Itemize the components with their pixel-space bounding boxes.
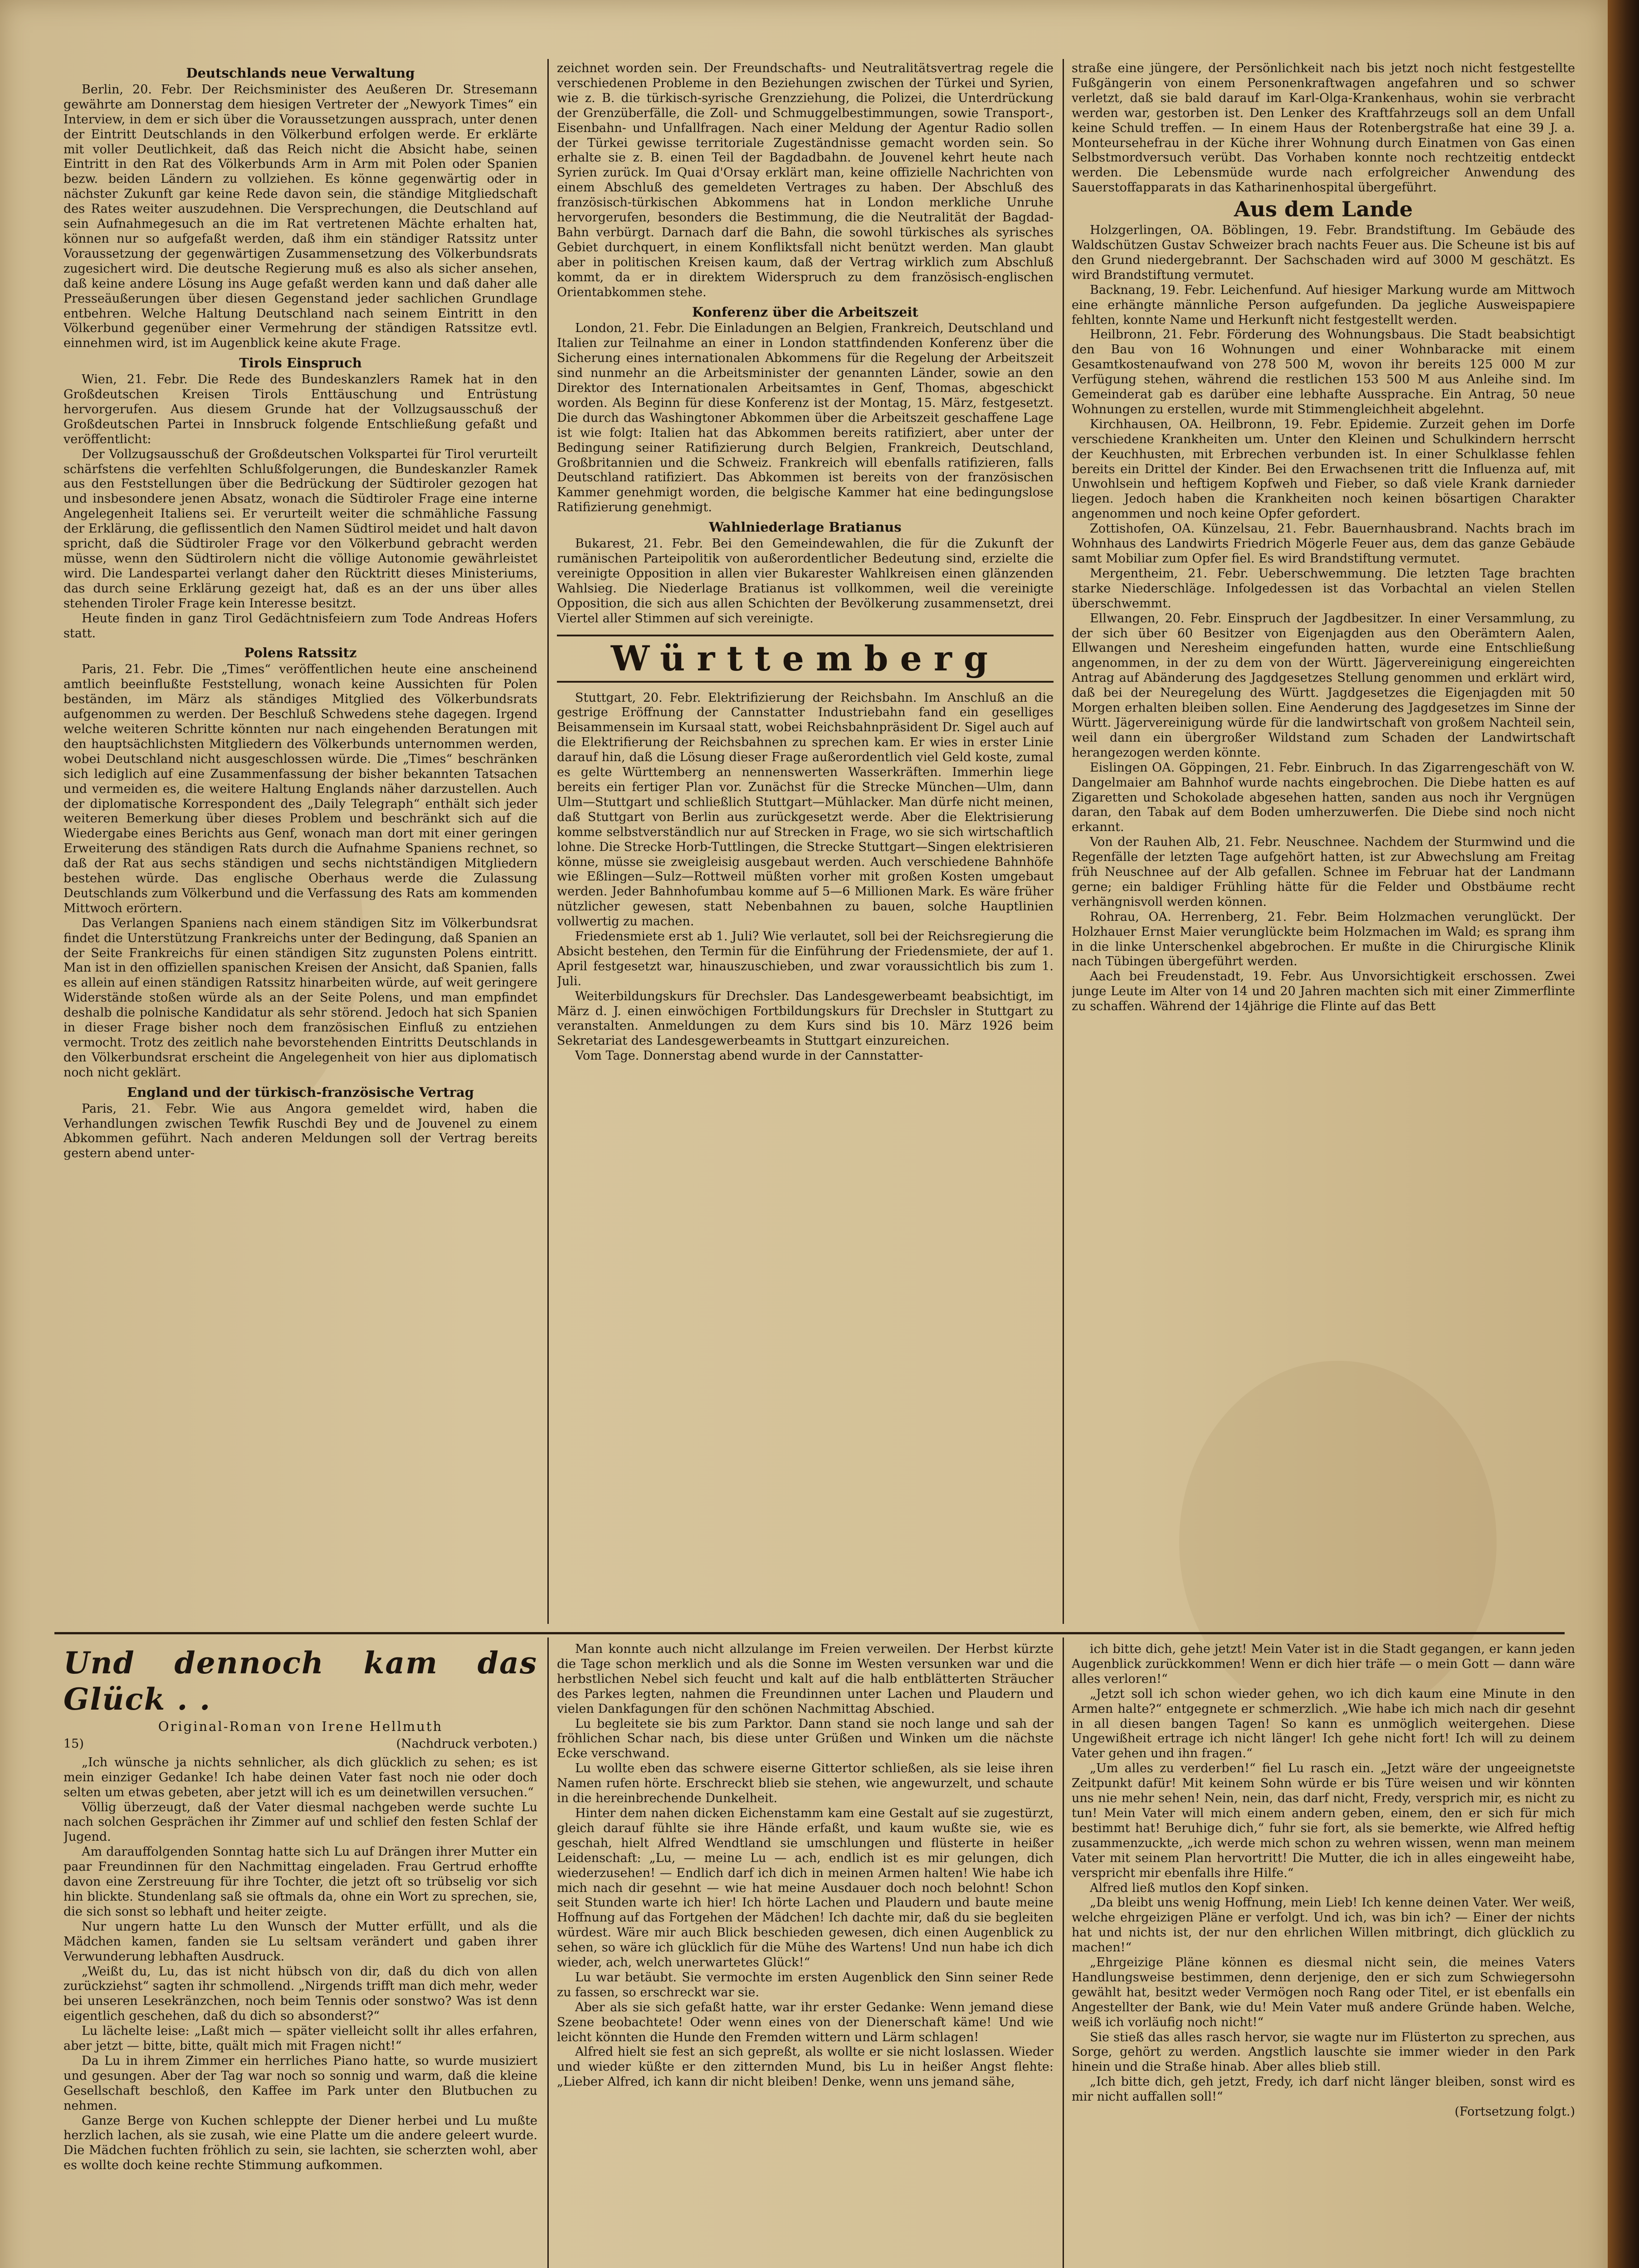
- novel-paragraph: Man konnte auch nicht allzulange im Freien verweilen. Der Herbst kürzte die Tage schon merklich und als die Sonne im Westen versunken war und die herbstlichen Nebel sich feucht und kalt auf die halb entblätterten Sträucher des Parkes legten, nahmen die Freundinnen unter Lachen und Plaudern und vielen Dankfagungen für den schönen Nachmittag Abschied.: [557, 1642, 1054, 1716]
- article-headline: Polens Ratssitz: [244, 645, 357, 661]
- article-paragraph: Weiterbildungskurs für Drechsler. Das Landesgewerbeamt beabsichtigt, im März d. J. einen einwöchigen Fortbildungskurs für Drechsler in Stuttgart zu veranstalten. Anmeldungen zu dem Kurs sind bis 10. März 1926 beim Sekretariat des Landesgewerbeamts in Stuttgart einzureichen.: [557, 989, 1054, 1048]
- novel-paragraph: „Jetzt soll ich schon wieder gehen, wo ich dich kaum eine Minute in den Armen halte?“ entgegnete er schmerzlich. „Wie habe ich mich nach dir gesehnt in all diesen bangen Tagen! So kann es unmöglich weitergehen. Diese Ungewißheit ertrage ich nicht länger! Ich gehe nicht fort! Ich will zu deinem Vater gehen und ihn fragen.“: [1072, 1686, 1575, 1761]
- article-paragraph: Das Verlangen Spaniens nach einem ständigen Sitz im Völkerbundsrat findet die Unterstützung Frankreichs unter der Bedingung, daß Spanien an der Seite Frankreichs für einen ständigen Sitz zugunsten Polens eintritt. Man ist in den offiziellen spanischen Kreisen der Ansicht, daß Spanien, falls es allein auf einen ständigen Ratssitz hinarbeiten würde, auf weit geringere Widerstände stoßen würde als an der Seite Polens, und man empfindet deshalb die polnische Kandidatur als sehr störend. Jedoch hat sich Spanien in dieser Frage bisher noch dem französischen Einfluß zu entziehen vermocht. Trotz des zeitlich nahe bevorstehenden Eintritts Deutschlands in den Völkerbundsrat erscheint die Angelegenheit von hier aus diplomatisch noch nicht geklärt.: [63, 916, 537, 1080]
- article-paragraph: Paris, 21. Febr. Wie aus Angora gemeldet wird, haben die Verhandlungen zwischen Tewfik Ruschdi Bey und de Jouvenel zu einem Abkommen geführt. Nach anderen Meldungen soll der Vertrag bereits gestern abend unter-: [63, 1101, 537, 1161]
- feuilleton-rule: [54, 1632, 1565, 1634]
- continuation-note: (Fortsetzung folgt.): [1454, 2105, 1575, 2119]
- article-paragraph: Aach bei Freudenstadt, 19. Febr. Aus Unvorsichtigkeit erschossen. Zwei junge Leute im Alter von 14 und 20 Jahren machten sich mit einer Zimmerflinte zu schaffen. Während der 14jährige die Flinte auf das Bett: [1072, 969, 1575, 1014]
- article-paragraph: Friedensmiete erst ab 1. Juli? Wie verlautet, soll bei der Reichsregierung die Absicht bestehen, den Termin für die Einführung der Friedensmiete, der auf 1. April festgesetzt war, hinauszuschieben, und zwar voraussichtlich bis zum 1. Juli.: [557, 929, 1054, 988]
- news-column-1: [63, 61, 537, 1628]
- article-paragraph: Wien, 21. Febr. Die Rede des Bundeskanzlers Ramek hat in den Großdeutschen Kreisen Tirols Enttäuschung und Entrüstung hervorgerufen. Aus diesem Grunde hat der Vollzugsausschuß der Großdeutschen Partei in Innsbruck folgende Entschließung gefaßt und veröffentlicht:: [63, 372, 537, 446]
- novel-text-2: [557, 1642, 1054, 2268]
- article-paragraph: London, 21. Febr. Die Einladungen an Belgien, Frankreich, Deutschland und Italien zur Teilnahme an einer in London stattfindenden Konferenz über die Sicherung eines internationalen Abkommens für die Regelung der Arbeitszeit sind nunmehr an die Arbeitsminister der genannten Länder, sowie an den Direktor des Internationalen Arbeitsamtes in Genf, Thomas, abgeschickt worden. Als Beginn für diese Konferenz ist der Montag, 15. März, festgesetzt. Die durch das Washingtoner Abkommen über die Arbeitszeit geschaffene Lage ist wie folgt: Italien hat das Abkommen bereits ratifiziert, aber unter der Bedingung seiner Ratifizierung durch Belgien, Frankreich, Deutschland, Großbritannien und die Schweiz. Frankreich will ebenfalls ratifizieren, falls Deutschland ratifiziert. Das Abkommen ist bereits von der französischen Kammer genehmigt worden, die belgische Kammer hat eine bedingungslose Ratifizierung genehmigt.: [557, 321, 1054, 515]
- article-paragraph: Berlin, 20. Febr. Der Reichsminister des Aeußeren Dr. Stresemann gewährte am Donnerstag dem hiesigen Vertreter der „Newyork Times“ ein Interview, in dem er sich über die Voraussetzungen aussprach, unter denen der Eintritt Deutschlands in den Völkerbund erfolgen werde. Er erklärte mit voller Deutlichkeit, daß das Reich nicht die Absicht habe, seinen Eintritt in den Rat des Völkerbunds Arm in Arm mit Polen oder Spanien bezw. beiden Ländern zu vollziehen. Es könne gegenwärtig oder in nächster Zukunft gar keine Rede davon sein, die ständige Mitgliedschaft des Rates weiter auszudehnen. Die Versprechungen, die Deutschland auf sein Aufnahmegesuch an die im Rat vertretenen Mächte erhalten hat, können nur so aufgefaßt werden, daß ihm ein ständiger Ratssitz unter Voraussetzung der gegenwärtigen Zusammensetzung des Völkerbundsrats zugesichert wird. Die deutsche Regierung muß es also als sicher ansehen, daß keine andere Lösung ins Auge gefaßt werden kann und daß daher alle Presseäußerungen über diesen Gegenstand jeder sachlichen Grundlage entbehren. Welche Haltung Deutschland nach seinem Eintritt in den Völkerbund gegenüber einer Vermehrung der ständigen Ratssitze evtl. einnehmen wird, ist im Augenblick keine akute Frage.: [63, 82, 537, 351]
- article-paragraph: Der Vollzugsausschuß der Großdeutschen Volkspartei für Tirol verurteilt schärfstens die verfehlten Schlußfolgerungen, die Bundeskanzler Ramek aus den Feststellungen über die Bedrückung der Südtiroler gezogen hat und insbesondere jenen Absatz, wonach die Südtiroler Frage eine interne Angelegenheit Italiens sei. Er verurteilt weiter die schmähliche Fassung der Erklärung, die geflissentlich den Namen Südtirol meidet und halt davon spricht, daß die Südtiroler Frage vor den Völkerbund gebracht werden müsse, wenn den Südtirolern nicht die völlige Autonomie gewährleistet wird. Die Landespartei verlangt daher den Rücktritt dieses Ministeriums, das durch seine Erklärung gezeigt hat, daß es an der uns über alles stehenden Tiroler Frage kein Interesse besitzt.: [63, 447, 537, 611]
- novel-paragraph: „Um alles zu verderben!“ fiel Lu rasch ein. „Jetzt wäre der ungeeignetste Zeitpunkt dafür! Mit keinem Sohn würde er bis Türe weisen und wir könnten uns nie mehr sehen! Nein, nein, das darf nicht, Fredy, versprich mir, es nicht zu tun! Mein Vater will mich einem andern geben, einem, den er sich für mich bestimmt hat! Beruhige dich,“ fuhr sie fort, als sie bemerkte, wie Alfred heftig zusammenzuckte, „ich werde mich schon zu wehren wissen, wenn man meinem Vater mit seinem Plan hervortritt! Die Mutter, die ich in alles eingeweiht habe, verspricht mir ebenfalls ihre Hilfe.“: [1072, 1761, 1575, 1880]
- article-paragraph: Mergentheim, 21. Febr. Ueberschwemmung. Die letzten Tage brachten starke Niederschläge. Infolgedessen ist das Vorbachtal an vielen Stellen überschwemmt.: [1072, 566, 1575, 611]
- reprint-notice: (Nachdruck verboten.): [396, 1736, 537, 1751]
- article-headline: England und der türkisch-französische Vertrag: [127, 1084, 474, 1100]
- article-headline: Deutschlands neue Verwaltung: [186, 65, 415, 81]
- article-paragraph: Holzgerlingen, OA. Böblingen, 19. Febr. Brandstiftung. Im Gebäude des Waldschützen Gustav Schweizer brach nachts Feuer aus. Die Scheune ist bis auf den Grund niedergebrannt. Der Sachschaden wird auf 3000 M geschätzt. Es wird Brandstiftung vermutet.: [1072, 223, 1575, 282]
- novel-paragraph: Alfred ließ mutlos den Kopf sinken.: [1090, 1881, 1309, 1895]
- column-rule: [1063, 59, 1064, 1624]
- article-paragraph: Heute finden in ganz Tirol Gedächtnisfeiern zum Tode Andreas Hofers statt.: [63, 611, 537, 640]
- novel-paragraph: Da Lu in ihrem Zimmer ein herrliches Piano hatte, so wurde musiziert und gesungen. Aber der Tag war noch so sonnig und warm, daß die kleine Gesellschaft beschloß, den Kaffee im Park unter den Blutbuchen zu nehmen.: [63, 2053, 537, 2113]
- novel-column-1: [63, 1642, 537, 2268]
- novel-paragraph: Ganze Berge von Kuchen schleppte der Diener herbei und Lu mußte herzlich lachen, als sie zusah, wie eine Platte um die andere geleert wurde. Die Mädchen fuchten fröhlich zu sein, sie lachten, sie scherzten wohl, aber es wollte doch keine rechte Stimmung aufkommen.: [63, 2113, 537, 2173]
- installment-number: 15): [63, 1736, 84, 1751]
- article-paragraph: straße eine jüngere, der Persönlichkeit nach bis jetzt noch nicht festgestellte Fußgängerin von einem Personenkraftwagen angefahren und so schwer verletzt, daß sie bald darauf im Karl-Olga-Krankenhaus, wohin sie verbracht werden war, gestorben ist. Den Lenker des Kraftfahrzeugs soll an dem Unfall keine Schuld treffen. — In einem Haus der Rotenbergstraße hat eine 39 J. a. Monteursehefrau in der Küche ihrer Wohnung durch Einatmen von Gas einen Selbstmordversuch verübt. Das Vorhaben konnte noch rechtzeitig entdeckt werden. Die Lebensmüde wurde nach erfolgreicher Anwendung des Sauerstoffapparats in das Katharinenhospital übergeführt.: [1072, 61, 1575, 195]
- article-paragraph: Zottishofen, OA. Künzelsau, 21. Febr. Bauernhausbrand. Nachts brach im Wohnhaus des Landwirts Friedrich Mögerle Feuer aus, dem das ganze Gebäude samt Mobiliar zum Opfer fiel. Es wird Brandstiftung vermutet.: [1072, 522, 1575, 566]
- novel-title: Und dennoch kam das Glück . .: [63, 1645, 537, 1717]
- novel-paragraph: „Weißt du, Lu, das ist nicht hübsch von dir, daß du dich von allen zurückziehst“ sagten ihr schmollend. „Nirgends trifft man dich mehr, weder bei unseren Lesekränzchen, noch beim Tennis oder sonstwo? Was ist denn eigentlich geschehen, daß du dich so absonderst?“: [63, 1964, 537, 2024]
- section-title: Aus dem Lande: [1234, 197, 1413, 222]
- novel-paragraph: Lu wollte eben das schwere eiserne Gittertor schließen, als sie leise ihren Namen rufen hörte. Erschreckt blieb sie stehen, wie angewurzelt, und schaute in die hereinbrechende Dunkelheit.: [557, 1761, 1054, 1806]
- news-column-3: [1072, 61, 1575, 1628]
- novel-paragraph: „Ehrgeizige Pläne können es diesmal nicht sein, die meines Vaters Handlungsweise bestimmen, denn derjenige, den er sich zum Schwiegersohn gewählt hat, besitzt weder Vermögen noch Rang oder Titel, er ist ebenfalls ein Angestellter der Bank, wie du! Mein Vater muß andere Gründe haben. Welche, weiß ich vorläufig noch nicht!“: [1072, 1955, 1575, 2029]
- novel-meta: [63, 1737, 537, 1752]
- article-paragraph: Ellwangen, 20. Febr. Einspruch der Jagdbesitzer. In einer Versammlung, zu der sich über 60 Besitzer von Eigenjagden aus den Oberämtern Aalen, Ellwangen und Neresheim eingefunden hatten, wurde eine Entschließung angenommen, in der zu dem von der Württ. Jägervereinigung eingereichten Antrag auf Abänderung des Jagdgesetzes Stellung genommen und erklärt wird, daß bei der Neuregelung des Württ. Jagdgesetzes die Eigenjagden mit 50 Morgen erhalten bleiben sollen. Eine Aenderung des Jagdgesetzes im Sinne der Württ. Jägervereinigung würde für die landwirtschaft von großem Nachteil sein, weil dann ein übergroßer Wildstand zum Schaden der Landwirtschaft herangezogen werden könnte.: [1072, 611, 1575, 760]
- novel-text-3: [1072, 1642, 1575, 2105]
- novel-column-3: [1072, 1642, 1575, 2268]
- novel-subtitle: Original-Roman von Irene Hellmuth: [158, 1719, 443, 1734]
- novel-text-1: [63, 1755, 537, 2173]
- news-column-2: [557, 61, 1054, 1628]
- article-paragraph: Kirchhausen, OA. Heilbronn, 19. Febr. Epidemie. Zurzeit gehen im Dorfe verschiedene Krankheiten um. Unter den Kleinen und Schulkindern herrscht der Keuchhusten, mit Erbrechen verbunden ist. In einer Schulklasse fehlen bereits ein Drittel der Kinder. Bei den Erwachsenen tritt die Influenza auf, mit Unwohlsein und heftigem Kopfweh und Fieber, so daß viele Krank darnieder liegen. Jedoch haben die Krankheiten noch keinen bösartigen Charakter angenommen und noch keine Opfer gefordert.: [1072, 417, 1575, 521]
- novel-paragraph: Völlig überzeugt, daß der Vater diesmal nachgeben werde suchte Lu nach solchen Gesprächen ihr Zimmer auf und schlief den festen Schlaf der Jugend.: [63, 1800, 537, 1844]
- section-title: Württemberg: [557, 635, 1054, 683]
- novel-paragraph: „Ich wünsche ja nichts sehnlicher, als dich glücklich zu sehen; es ist mein einziger Gedanke! Ich habe deinen Vater fast noch nie oder doch selten um etwas gebeten, aber jetzt will ich es um deinetwillen versuchen.“: [63, 1755, 537, 1799]
- novel-paragraph: Aber als sie sich gefaßt hatte, war ihr erster Gedanke: Wenn jemand diese Szene beobachtete! Oder wenn eines von der Dienerschaft käme! Und wie leicht könnten die Hunde den Fremden wittern und Lärm schlagen!: [557, 2000, 1054, 2044]
- novel-paragraph: Hinter dem nahen dicken Eichenstamm kam eine Gestalt auf sie zugestürzt, gleich darauf fühlte sie ihre Hände erfaßt, und kaum wußte sie, wie es geschah, hielt Alfred Wendtland sie umschlungen und flüsterte in heißer Leidenschaft: „Lu, — meine Lu — ach, endlich ist es mir gelungen, dich wiederzusehen! — Endlich darf ich dich in meinen Armen halten! Wie habe ich mich nach dir gesehnt — wie hat meine Ausdauer doch noch belohnt! Schon seit Stunden warte ich hier! Ich hörte Lachen und Plaudern und baute meine Hoffnung auf das Fortgehen der Mädchen! Ich dachte mir, daß du sie begleiten würdest. Wäre mir auch Blick beschieden gewesen, dich einen Augenblick zu sehen, so wäre ich glücklich für die Mühe des Wartens! Und nun habe ich dich wieder, ach, welch unerwartetes Glück!“: [557, 1806, 1054, 1970]
- page-edge: [1608, 0, 1639, 2268]
- article-paragraph: Heilbronn, 21. Febr. Förderung des Wohnungsbaus. Die Stadt beabsichtigt den Bau von 16 Wohnungen und einer Wohnbaracke mit einem Gesamtkostenaufwand von 278 500 M, wovon ihr bereits 125 000 M zur Verfügung stehen, während die restlichen 153 500 M aus Anleihe sind. Im Gemeinderat gab es darüber eine lebhafte Aussprache. Ein Antrag, 50 neue Wohnungen zu erstellen, wurde mit Stimmengleichheit abgelehnt.: [1072, 327, 1575, 416]
- novel-paragraph: Am darauffolgenden Sonntag hatte sich Lu auf Drängen ihrer Mutter ein paar Freundinnen für den Nachmittag eingeladen. Frau Gertrud erhoffte davon eine Zerstreuung für ihre Tochter, die jetzt oft so trübselig vor sich hin blickte. Stundenlang saß sie oftmals da, ohne ein Wort zu sprechen, sie, die sich sonst so lebhaft und heiter zeigte.: [63, 1845, 537, 1919]
- article-paragraph: Bukarest, 21. Febr. Bei den Gemeindewahlen, die für die Zukunft der rumänischen Parteipolitik von außerordentlicher Bedeutung sind, erzielte die vereinigte Opposition in allen vier Bukarester Wahlkreisen einen glänzenden Wahlsieg. Die Niederlage Bratianus ist vollkommen, weil die vereinigte Opposition, die sich aus allen Schichten der Bevölkerung zusammensetzt, drei Viertel aller Stimmen auf sich vereinigte.: [557, 537, 1054, 626]
- article-paragraph: zeichnet worden sein. Der Freundschafts- und Neutralitätsvertrag regele die verschiedenen Probleme in den Beziehungen zwischen der Türkei und Syrien, wie z. B. die türkisch-syrische Grenzziehung, die Polizei, die Unterdrückung der Grenzüberfälle, die Zoll- und Schmuggelbestimmungen, sowie Transport-, Eisenbahn- und Unfallfragen. Nach einer Meldung der Agentur Radio sollen der Türkei gewisse territoriale Zugeständnisse gemacht worden sein. So erhalte sie z. B. einen Teil der Bagdadbahn. de Jouvenel kehrt heute nach Syrien zurück. Im Quai d'Orsay erklärt man, keine offizielle Nachrichten von einem Abschluß des gemeldeten Vertrages zu haben. Der Abschluß des französisch-türkischen Abkommens hat in London merkliche Unruhe hervorgerufen, besonders die Bestimmung, die die Neutralität der Bagdad-Bahn verbürgt. Darnach darf die Bahn, die sowohl türkisches als syrisches Gebiet durchquert, in einem Konfliktsfall nicht benützt werden. Man glaubt aber in politischen Kreisen kaum, daß der Vertrag wirklich zum Abschluß kommt, da er in direktem Widerspruch zu dem französisch-englischen Orientabkommen stehe.: [557, 61, 1054, 299]
- article-paragraph: Stuttgart, 20. Febr. Elektrifizierung der Reichsbahn. Im Anschluß an die gestrige Eröffnung der Cannstatter Industriebahn fand ein geselliges Beisammensein im Kursaal statt, wobei Reichsbahnpräsident Dr. Sigel auch auf die Elektrifierung der Reichsbahnen zu sprechen kam. Er wies in erster Linie darauf hin, daß die Lösung dieser Frage außerordentlich viel Geld koste, zumal es gelte Württemberg an nennenswerten Wasserkräften. Immerhin liege bereits ein fertiger Plan vor. Zunächst für die Strecke München—Ulm, dann Ulm—Stuttgart und schließlich Stuttgart—Mühlacker. Man dürfe nicht meinen, daß Stuttgart von Berlin aus zurückgesetzt werde. Aber die Elektrisierung komme selbstverständlich nur auf Strecken in Frage, wo sie sich wirtschaftlich lohne. Die Strecke Horb-Tuttlingen, die Strecke Stuttgart—Singen elektrisieren könne, müsse sie zweigleisig ausgebaut werden. Auch verschiedene Bahnhöfe wie Eßlingen—Sulz—Rottweil müßten vorher mit großen Kosten umgebaut werden. Jeder Bahnhofumbau komme auf 5—6 Millionen Mark. Es wäre früher nützlicher gewesen, statt Nebenbahnen zu bauen, solche Hauptlinien vollwertig zu machen.: [557, 690, 1054, 929]
- article-headline: Konferenz über die Arbeitszeit: [692, 304, 918, 320]
- novel-paragraph: Lu war betäubt. Sie vermochte im ersten Augenblick den Sinn seiner Rede zu fassen, so erschreckt war sie.: [557, 1970, 1054, 1999]
- novel-paragraph: „Ich bitte dich, geh jetzt, Fredy, ich darf nicht länger bleiben, sonst wird es mir nicht auffallen soll!“: [1072, 2075, 1575, 2104]
- article-paragraph: Vom Tage. Donnerstag abend wurde in der Cannstatter-: [575, 1049, 923, 1063]
- column-rule: [1063, 1637, 1064, 2268]
- article-paragraph: Eislingen OA. Göppingen, 21. Febr. Einbruch. In das Zigarrengeschäft von W. Dangelmaier am Bahnhof wurde nachts eingebrochen. Die Diebe hatten es auf Zigaretten und Schokolade abgesehen hatten, sanden aus noch ihr Vergnügen daran, den Tabak auf dem Boden umherzuwerfen. Die Diebe sind noch nicht erkannt.: [1072, 760, 1575, 835]
- article-paragraph: Von der Rauhen Alb, 21. Febr. Neuschnee. Nachdem der Sturmwind und die Regenfälle der letzten Tage aufgehört hatten, ist zur Abwechslung am Freitag früh Neuschnee auf der Alb gefallen. Schnee im Februar hat der Landmann gerne; ein baldiger Frühling hätte für die Felder und Obstbäume recht verhängnisvoll werden können.: [1072, 835, 1575, 909]
- novel-paragraph: Lu begleitete sie bis zum Parktor. Dann stand sie noch lange und sah der fröhlichen Schar nach, bis diese unter Grüßen und Winken um die nächste Ecke verschwand.: [557, 1716, 1054, 1761]
- article-paragraph: Backnang, 19. Febr. Leichenfund. Auf hiesiger Markung wurde am Mittwoch eine erhängte männliche Person aufgefunden. Da jegliche Ausweispapiere fehlten, konnte Name und Herkunft nicht festgestellt werden.: [1072, 283, 1575, 327]
- novel-paragraph: Sie stieß das alles rasch hervor, sie wagte nur im Flüsterton zu sprechen, aus Sorge, gehört zu werden. Angstlich lauschte sie immer wieder in den Park hinein und die Straße hinab. Aber alles blieb still.: [1072, 2030, 1575, 2074]
- novel-paragraph: Alfred hielt sie fest an sich gepreßt, als wollte er sie nicht loslassen. Wieder und wieder küßte er den zitternden Mund, bis Lu in heißer Angst flehte: „Lieber Alfred, ich kann dir nicht bleiben! Denke, wenn uns jemand sähe,: [557, 2045, 1054, 2089]
- column-rule: [547, 59, 549, 1624]
- novel-paragraph: „Da bleibt uns wenig Hoffnung, mein Lieb! Ich kenne deinen Vater. Wer weiß, welche ehrgeizigen Pläne er verfolgt. Und ich, was bin ich? — Einer der nichts hat und nichts ist, der nur den ehrlichen Willen mitbringt, dich glücklich zu machen!“: [1072, 1896, 1575, 1955]
- novel-paragraph: ich bitte dich, gehe jetzt! Mein Vater ist in die Stadt gegangen, er kann jeden Augenblick zurückkommen! Wenn er dich hier träfe — o mein Gott — dann wäre alles verloren!“: [1072, 1642, 1575, 1686]
- column-rule: [547, 1637, 549, 2268]
- novel-paragraph: Nur ungern hatte Lu den Wunsch der Mutter erfüllt, und als die Mädchen kamen, fanden sie Lu seltsam verändert und gaben ihrer Verwunderung lebhaften Ausdruck.: [63, 1919, 537, 1964]
- article-paragraph: Paris, 21. Febr. Die „Times“ veröffentlichen heute eine anscheinend amtlich beeinflußte Feststellung, wonach keine Aussichten für Polen beständen, im März als ständiges Mitglied des Völkerbundsrats aufgenommen zu werden. Der Beschluß Schwedens stehe dagegen. Irgend welche weiteren Schritte könnten nur nach eingehenden Beratungen mit den hauptsächlichsten Mitgliedern des Völkerbunds unternommen werden, wobei Deutschland nicht ausgeschlossen würde. Die „Times“ beschränken sich lediglich auf eine Zusammenfassung der bisher bekannten Tatsachen und vermeiden es, die weitere Haltung Englands näher darzustellen. Auch der diplomatische Korrespondent des „Daily Telegraph“ enthält sich jeder weiteren Bemerkung über dieses Problem und beschränkt sich auf die Wiedergabe eines Berichts aus Genf, wonach man dort mit einer geringen Erweiterung des ständigen Rats durch die Aufnahme Spaniens rechnet, so daß der Rat aus sechs ständigen und sechs nichtständigen Mitgliedern bestehen würde. Das englische Oberhaus werde die Zulassung Deutschlands zum Völkerbund und die Verfassung des Rats am kommenden Mittwoch erörtern.: [63, 662, 537, 915]
- article-headline: Tirols Einspruch: [239, 355, 362, 371]
- article-headline: Wahlniederlage Bratianus: [709, 519, 902, 535]
- novel-paragraph: Lu lächelte leise: „Laßt mich — später vielleicht sollt ihr alles erfahren, aber jetzt — bitte, bitte, quält mich mit Fragen nicht!“: [63, 2024, 537, 2053]
- article-paragraph: Rohrau, OA. Herrenberg, 21. Febr. Beim Holzmachen verunglückt. Der Holzhauer Ernst Maier verunglückte beim Holzmachen im Wald; es sprang ihm in die linke Unterschenkel abgebrochen. Er mußte in die Chirurgische Klinik nach Tübingen übergeführt werden.: [1072, 909, 1575, 969]
